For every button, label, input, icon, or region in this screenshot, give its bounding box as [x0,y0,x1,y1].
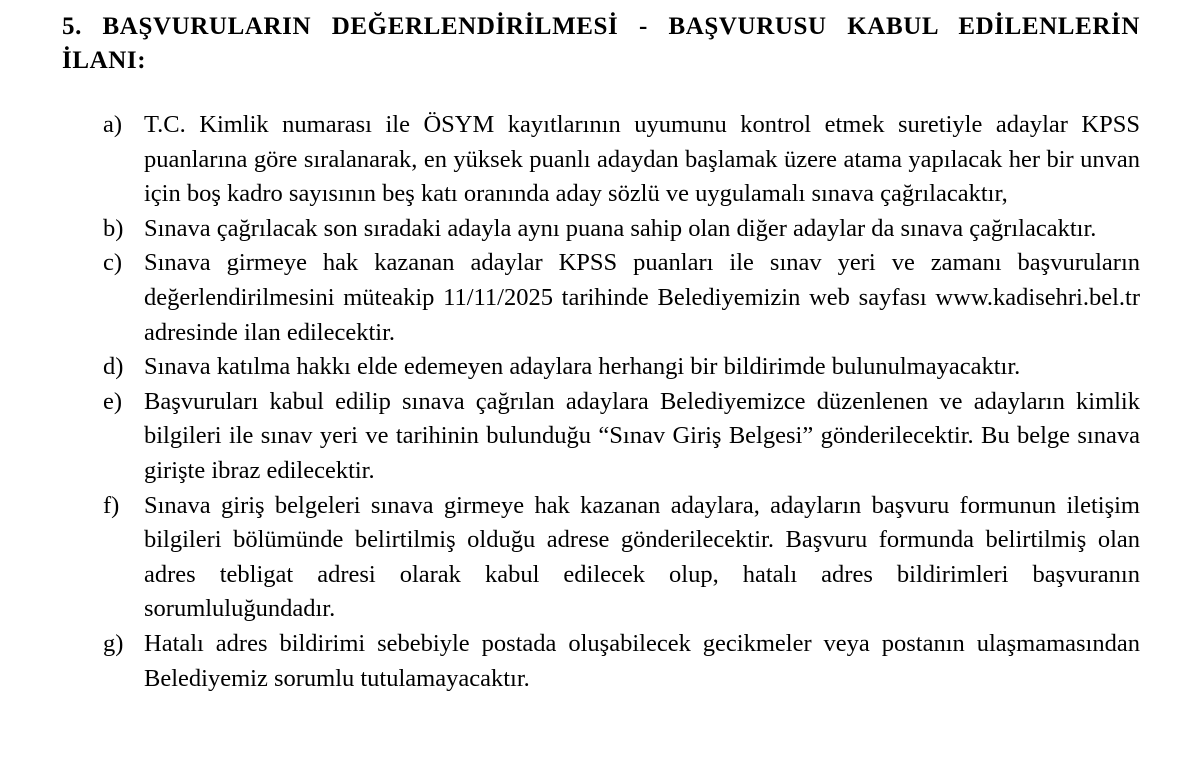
list-item-e [103,385,1140,489]
item-letter: g) [103,629,124,657]
section-heading: 5. BAŞVURULARIN DEĞERLENDİRİLMESİ - BAŞVURUSU KABUL EDİLENLERİN İLANI: [62,13,1140,74]
item-text: Hatalı adres bildirimi sebebiyle postada oluşabilecek gecikmeler veya postanın ulaşmamasından Belediyemiz sorumlu tutulamayacaktır. [144,629,1140,692]
list-item-d [103,350,1140,385]
item-letter: e) [103,387,123,415]
item-letter: d) [103,353,124,381]
item-text: Sınava çağrılacak son sıradaki adayla aynı puana sahip olan diğer adaylar da sınava çağrılacaktır. [144,214,1097,242]
item-letter: c) [103,249,123,277]
item-text: Sınava katılma hakkı elde edemeyen adaylara herhangi bir bildirimde bulunulmayacaktır. [144,353,1021,381]
item-text: Sınava giriş belgeleri sınava girmeye hak kazanan adaylara, adayların başvuru formunun iletişim bilgileri bölümünde belirtilmiş olduğu adrese gönderilecektir. Başvuru formunda belirtilmiş olan adres tebligat adresi olarak kabul edilecek olup, hatalı adres bildirimleri başvuranın sorumluluğundadır. [144,491,1140,623]
item-text: Başvuruları kabul edilip sınava çağrılan adaylara Belediyemizce düzenlenen ve adayların kimlik bilgileri ile sınav yeri ve tarihinin bulunduğu “Sınav Giriş Belgesi” gönderilecektir. Bu belge sınava girişte ibraz edilecektir. [144,387,1140,484]
item-letter: a) [103,111,123,138]
item-text: T.C. Kimlik numarası ile ÖSYM kayıtlarının uyumunu kontrol etmek suretiyle adaylar KPSS puanlarına göre sıralanarak, en yüksek puanlı adaydan başlamak üzere atama yapılacak her bir unvan için boş kadro sayısının beş katı oranında aday sözlü ve uygulamalı sınava çağrılacaktır, [144,111,1140,208]
list-item-f [103,489,1140,627]
list-item-g [103,627,1140,696]
item-list [62,108,1140,696]
list-item-a [103,108,1140,212]
item-letter: f) [103,491,120,519]
list-item-b [103,212,1140,247]
item-letter: b) [103,214,124,242]
item-text: Sınava girmeye hak kazanan adaylar KPSS puanları ile sınav yeri ve zamanı başvuruların değerlendirilmesini müteakip 11/11/2025 tarihinde Belediyemizin web sayfası www.kadisehri.bel.tr adresinde ilan edilecektir. [144,249,1140,346]
list-item-c [103,246,1140,350]
